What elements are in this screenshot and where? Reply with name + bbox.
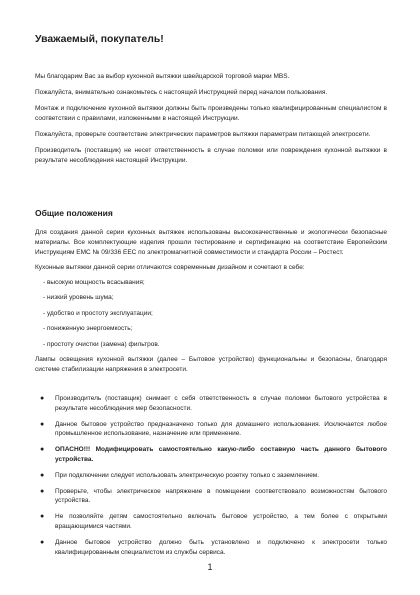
general-paragraph: Для создания данной серии кухонных вытяжек использованы высококачественные и экологически безопасные материалы. Все комплектующие изделия прошли тестирование и сертификацию на соответствие Европейским Инструкциям ЕМС № 09/336 ЕЕС по электромагнитной совместимости и стандарта России – Ростест. <box>35 229 387 256</box>
intro-section <box>35 72 387 172</box>
safety-item-text: Не позволяйте детям самостоятельно включать бытовое устройство, а тем более с открытыми вращающимися частями. <box>55 513 387 530</box>
safety-item <box>35 471 387 481</box>
safety-item-text: Производитель (поставщик) снимает с себя ответственность в случае поломки бытового устройства в результате несоблюдения мер безопасности. <box>55 395 387 412</box>
page-number: 1 <box>207 562 213 572</box>
intro-paragraph: Производитель (поставщик) не несет ответственность в случае поломки или повреждения кухонной вытяжки в результате несоблюдения настоящей Инструкции. <box>35 146 387 164</box>
bullet-icon: ● <box>40 446 45 454</box>
feature-item: - низкий уровень шума; <box>43 294 114 302</box>
general-paragraph: Лампы освещения кухонной вытяжки (далее – Бытовое устройство) функциональны и безопасны, благодаря системе стабилизации напряжения в электросети. <box>35 355 387 373</box>
bullet-icon: ● <box>40 471 45 479</box>
safety-item <box>35 487 387 507</box>
features-list <box>35 278 387 349</box>
intro-paragraph: Пожалуйста, внимательно ознакомьтесь с настоящей Инструкцией перед началом пользования. <box>35 88 328 96</box>
safety-item-text: При подключении следует использовать электрическую розетку только с заземлением. <box>55 471 320 479</box>
feature-item: - пониженную энергоемкость; <box>43 325 133 333</box>
general-section <box>35 228 387 380</box>
feature-item: - удобство и простоту эксплуатации; <box>43 309 153 317</box>
bullet-icon: ● <box>40 487 45 495</box>
safety-item-warning <box>35 445 387 465</box>
bullet-icon: ● <box>40 513 45 521</box>
safety-item <box>35 394 387 414</box>
safety-item-text: ОПАСНО!!! Модифицировать самостоятельно какую-либо составную часть данного бытового устройства. <box>55 446 387 463</box>
feature-item: - высокую мощность всасывания; <box>43 278 145 286</box>
safety-item <box>35 512 387 532</box>
bullet-icon: ● <box>40 420 45 428</box>
intro-paragraph: Пожалуйста, проверьте соответствие электрических параметров вытяжки параметрам питающей электросети. <box>35 130 371 138</box>
safety-list <box>35 394 387 563</box>
bullet-icon: ● <box>40 538 45 546</box>
safety-item <box>35 538 387 558</box>
bullet-icon: ● <box>40 395 45 402</box>
section-heading: Общие положения <box>35 208 113 218</box>
page-title: Уважаемый, покупатель! <box>35 34 164 45</box>
intro-paragraph: Мы благодарим Вас за выбор кухонной вытяжки швейцарской торговой марки MBS. <box>35 73 290 80</box>
safety-item-text: Данное бытовое устройство должно быть установлено и подключено к электросети только квалифицированным специалистом из службы сервиса. <box>55 538 387 556</box>
intro-paragraph: Монтаж и подключение кухонной вытяжки должны быть произведены только квалифицированным специалистом в соответствии с правилами, изложенными в настоящей Инструкции. <box>35 104 387 122</box>
safety-item-text: Данное бытовое устройство предназначено только для домашнего использования. Исключается любое промышленное использование, назначение или применение. <box>55 420 387 438</box>
safety-item-text: Проверьте, чтобы электрическое напряжение в помещении соответствовало возможностям бытового устройства. <box>55 487 387 505</box>
general-paragraph: Кухонные вытяжки данной серии отличаются современным дизайном и сочетают в себе: <box>35 263 305 271</box>
feature-item: - простоту очистки (замена) фильтров. <box>43 340 160 348</box>
safety-item <box>35 420 387 440</box>
